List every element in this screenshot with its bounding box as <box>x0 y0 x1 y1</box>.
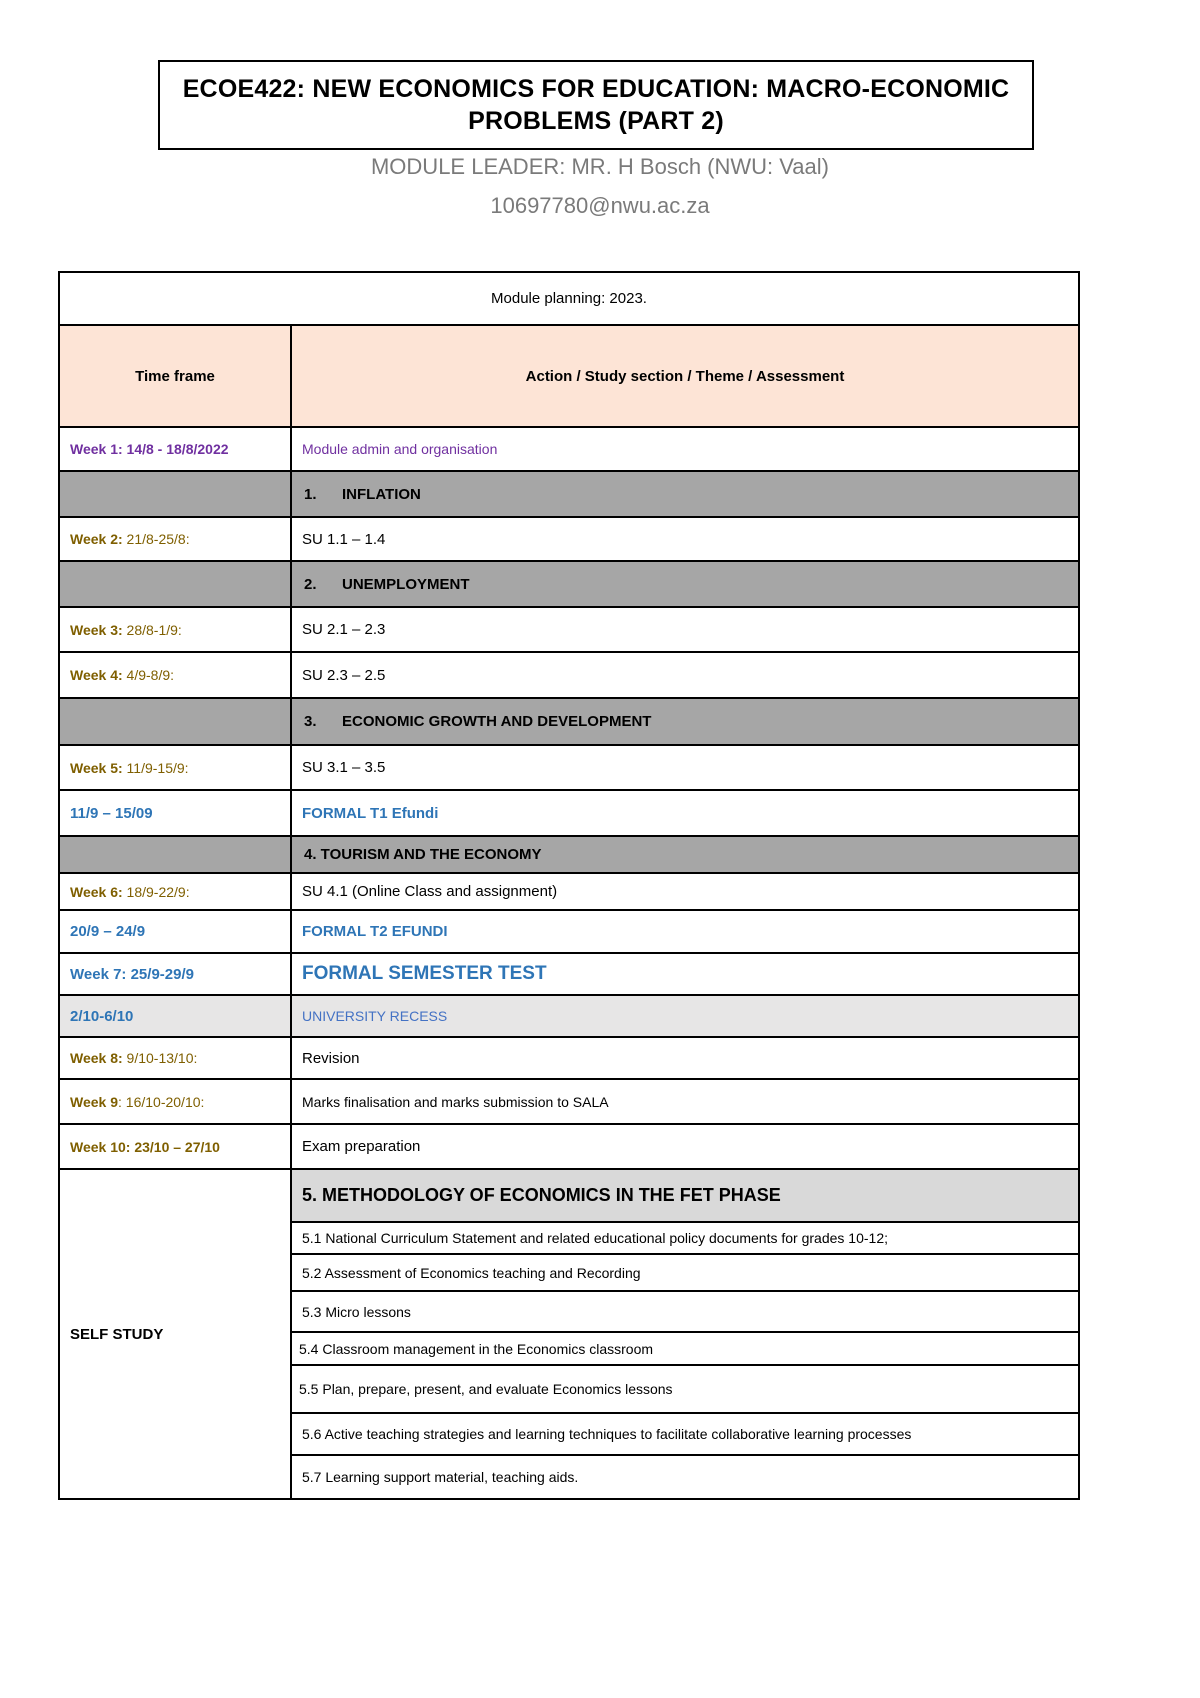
week-1-action: Module admin and organisation <box>291 427 1079 471</box>
week-4-dates: 4/9-8/9: <box>122 667 175 683</box>
table-row <box>59 790 1079 836</box>
plan-title: Module planning: 2023. <box>59 272 1079 325</box>
section-blank <box>59 561 291 607</box>
table-row <box>59 427 1079 471</box>
table-row <box>59 745 1079 790</box>
section-3-title: ECONOMIC GROWTH AND DEVELOPMENT <box>342 713 652 730</box>
section-1-title: INFLATION <box>342 485 421 503</box>
week-7-label: Week 7: 25/9-29/9 <box>59 953 291 995</box>
module-leader: MODULE LEADER: MR. H Bosch (NWU: Vaal) <box>370 154 829 179</box>
week-9-label <box>59 1079 291 1124</box>
section-1 <box>291 471 1079 517</box>
recess-action: UNIVERSITY RECESS <box>291 995 1079 1037</box>
section-3-number: 3. <box>304 713 317 730</box>
course-title-box <box>158 60 1034 150</box>
section-2-title: UNEMPLOYMENT <box>342 575 470 593</box>
section-5-item-2: 5.2 Assessment of Economics teaching and Recording <box>291 1254 1079 1291</box>
week-5-action: SU 3.1 – 3.5 <box>291 745 1079 790</box>
table-row <box>59 607 1079 652</box>
week-3-week: Week 3: <box>70 621 123 638</box>
module-planning-table <box>58 271 1080 1500</box>
week-7-action: FORMAL SEMESTER TEST <box>291 953 1079 995</box>
section-5-item-5: 5.5 Plan, prepare, present, and evaluate Economics lessons <box>291 1365 1079 1413</box>
week-1-label: Week 1: 14/8 - 18/8/2022 <box>59 427 291 471</box>
week-3-dates: 28/8-1/9: <box>122 621 182 638</box>
week-4-action: SU 2.3 – 2.5 <box>291 652 1079 698</box>
t1-action: FORMAL T1 Efundi <box>291 790 1079 836</box>
week-8-action: Revision <box>291 1037 1079 1079</box>
week-5-label <box>59 745 291 790</box>
week-8-label <box>59 1037 291 1079</box>
week-8-week: Week 8: <box>70 1050 123 1066</box>
week-2-dates: 21/8-25/8: <box>122 531 190 547</box>
section-row <box>59 836 1079 873</box>
week-2-week: Week 2: <box>70 531 123 547</box>
week-5-dates: 11/9-15/9: <box>122 759 189 776</box>
section-5-item-4: 5.4 Classroom management in the Economics classroom <box>291 1332 1079 1365</box>
header-row <box>59 325 1079 427</box>
section-blank <box>59 698 291 745</box>
week-6-dates: 18/9-22/9: <box>122 883 190 900</box>
col-header-action: Action / Study section / Theme / Assessment <box>291 325 1079 427</box>
section-5-row <box>59 1169 1079 1222</box>
table-row <box>59 995 1079 1037</box>
table-row <box>59 910 1079 953</box>
week-2-action: SU 1.1 – 1.4 <box>291 517 1079 561</box>
week-8-dates: 9/10-13/10: <box>122 1050 198 1066</box>
week-10-action: Exam preparation <box>291 1124 1079 1169</box>
recess-dates: 2/10-6/10 <box>59 995 291 1037</box>
self-study-label: SELF STUDY <box>59 1169 291 1499</box>
section-5-item-6: 5.6 Active teaching strategies and learning techniques to facilitate collaborative learning processes <box>291 1413 1079 1455</box>
t2-action: FORMAL T2 EFUNDI <box>291 910 1079 953</box>
section-4-title: 4. TOURISM AND THE ECONOMY <box>291 836 1079 873</box>
week-4-week: Week 4: <box>70 667 123 683</box>
week-9-dates: : 16/10-20/10: <box>118 1093 205 1110</box>
week-2-label <box>59 517 291 561</box>
col-header-timeframe: Time frame <box>59 325 291 427</box>
week-5-week: Week 5: <box>70 759 123 776</box>
week-9-week: Week 9 <box>70 1093 118 1110</box>
section-2 <box>291 561 1079 607</box>
week-3-action: SU 2.1 – 2.3 <box>291 607 1079 652</box>
week-9-action: Marks finalisation and marks submission to SALA <box>291 1079 1079 1124</box>
section-5-item-1: 5.1 National Curriculum Statement and related educational policy documents for grades 10-12; <box>291 1222 1079 1254</box>
section-5-title: 5. METHODOLOGY OF ECONOMICS IN THE FET PHASE <box>291 1169 1079 1222</box>
plan-title-row <box>59 272 1079 325</box>
section-5-item-7: 5.7 Learning support material, teaching aids. <box>291 1455 1079 1499</box>
leader-email: 10697780@nwu.ac.za <box>490 193 710 218</box>
section-row <box>59 698 1079 745</box>
week-6-label <box>59 873 291 910</box>
section-5-item-3: 5.3 Micro lessons <box>291 1291 1079 1332</box>
section-row <box>59 561 1079 607</box>
table-row <box>59 1079 1079 1124</box>
week-10-label: Week 10: 23/10 – 27/10 <box>59 1124 291 1169</box>
week-3-label <box>59 607 291 652</box>
t2-dates: 20/9 – 24/9 <box>59 910 291 953</box>
section-row <box>59 471 1079 517</box>
table-row <box>59 652 1079 698</box>
week-6-action: SU 4.1 (Online Class and assignment) <box>291 873 1079 910</box>
t1-dates: 11/9 – 15/09 <box>59 790 291 836</box>
table-row <box>59 517 1079 561</box>
table-row <box>59 1124 1079 1169</box>
table-row <box>59 1037 1079 1079</box>
table-row <box>59 953 1079 995</box>
section-blank <box>59 836 291 873</box>
section-blank <box>59 471 291 517</box>
course-title: ECOE422: NEW ECONOMICS FOR EDUCATION: MACRO-ECONOMIC PROBLEMS (PART 2) <box>182 75 1010 135</box>
section-3 <box>291 698 1079 745</box>
week-4-label <box>59 652 291 698</box>
section-1-number: 1. <box>304 485 317 503</box>
table-row <box>59 873 1079 910</box>
week-6-week: Week 6: <box>70 883 123 900</box>
section-2-number: 2. <box>304 575 317 593</box>
